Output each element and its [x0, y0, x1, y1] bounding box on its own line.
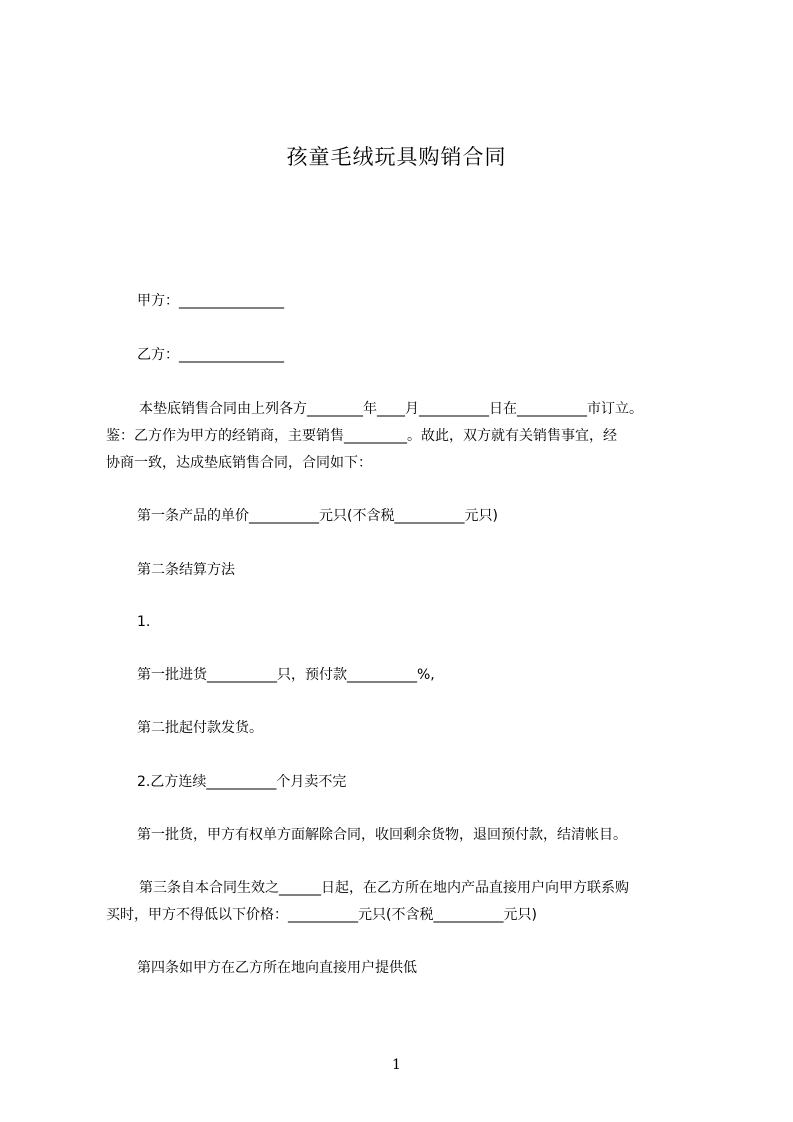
party-a-line: 甲方：_______________	[137, 293, 284, 309]
item-2-line: 2.乙方连续__________个月卖不完	[137, 774, 347, 790]
first-batch-line: 第一批进货__________只，预付款__________%,	[137, 667, 435, 683]
page-number: 1	[392, 1057, 401, 1073]
article-1: 第一条产品的单价__________元只(不含税__________元只)	[137, 508, 498, 524]
document-title: 孩童毛绒玩具购销合同	[286, 145, 507, 169]
article-3-line-1: 第三条自本合同生效之______日起，在乙方所在地内产品直接用户向甲方联系购	[139, 880, 629, 896]
second-batch-line: 第二批起付款发货。	[137, 720, 263, 736]
intro-paragraph-line-3: 协商一致，达成垫底销售合同，合同如下：	[106, 455, 372, 471]
item-1-label: 1.	[137, 614, 151, 630]
party-b-line: 乙方：_______________	[137, 347, 284, 363]
termination-line: 第一批货，甲方有权单方面解除合同，收回剩余货物，退回预付款，结清帐目。	[137, 827, 627, 843]
intro-paragraph-line-1: 本垫底销售合同由上列各方________年____月__________日在__________市订立。	[139, 401, 643, 417]
article-3-line-2: 买时，甲方不得低以下价格：__________元只(不含税__________元只)	[106, 907, 537, 923]
article-2-title: 第二条结算方法	[137, 562, 235, 578]
article-4: 第四条如甲方在乙方所在地向直接用户提供低	[137, 960, 417, 976]
intro-paragraph-line-2: 鉴：乙方作为甲方的经销商，主要销售_________。故此，双方就有关销售事宜，经	[106, 428, 617, 444]
